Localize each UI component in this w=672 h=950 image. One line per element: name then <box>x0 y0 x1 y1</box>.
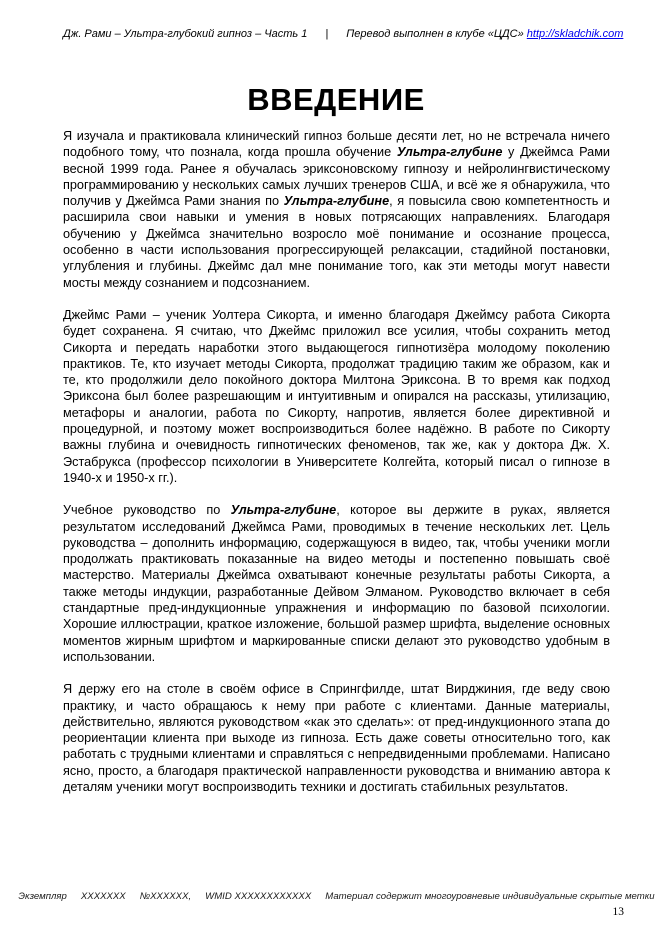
footer-segment: №XXXXXX, <box>139 891 192 902</box>
paragraph-text: Я держу его на столе в своём офисе в Спрингфилде, штат Вирджиния, где веду свою практику, и часто обращаюсь к нему при работе с клиентами. Данные материалы, действительно, являются руководством «как это сделать»: от пред-индукционного этапа до реориентации клиента при выходе из гипноза. Есть даже советы относительно того, как работать с трудными клиентами и справляться с непредвиденными проблемами. Написано ясно, просто, а благодаря практической направленности руководства и вниманию автора к деталям ученики могут воспроизводить техники и достигать стабильных результатов. <box>63 682 610 794</box>
paragraph-text: , я повысила свою компетентность и расширила свои навыки и умения в новых потрясающих направлениях. Благодаря обучению у Джеймса значительно возросло моё понимание и осознание процесса, особенно в части использования прогрессирующей релаксации, стадийной постановки, углубления и глубины. Джеймс дал мне понимание того, как эти методы могут навести мосты между сознанием и подсознанием. <box>63 194 610 290</box>
footer-segment: Материал содержит многоуровневые индивидуальные скрытые метки <box>325 891 655 902</box>
paragraph <box>63 502 610 665</box>
emphasized-term: Ультра-глубине <box>283 194 390 209</box>
paragraph <box>63 681 610 795</box>
paragraph <box>63 307 610 486</box>
paragraph-text: у Джеймса Рами весной 1999 года. Ранее я обучалась эриксоновскому гипнозу и нейролингвистическому программированию у нескольких самых лучших тренеров США, и всё же я обнаружила, что получив у Джеймса Рами знания по <box>63 145 611 209</box>
header-link[interactable]: http://skladchik.com <box>526 28 624 40</box>
paragraph <box>63 128 610 291</box>
header-separator: | <box>325 28 329 40</box>
body-paragraphs <box>63 128 610 811</box>
header-credit: Перевод выполнен в клубе «ЦДС» <box>346 28 524 40</box>
page-header <box>63 28 624 40</box>
paragraph-text: Я изучала и практиковала клинический гипноз больше десяти лет, но не встречала ничего подобного тому, что познала, когда прошла обучение <box>63 129 610 160</box>
paragraph-text: Джеймс Рами – ученик Уолтера Сикорта, и именно благодаря Джеймсу работа Сикорта будет сохранена. Я считаю, что Джеймс приложил все усилия, чтобы сохранить метод Сикорта и передать наработки этого выдающегося гипнотизёра молодому поколению практиков. Те, кто изучает методы Сикорта, продолжат традицию таким же образом, как и те, кто продолжили дело покойного доктора Милтона Эриксона. В то время как подход Эриксона был более разрешающим и интуитивным и опирался на рассказы, утилизацию, метафоры и аналогии, работа по Сикорту, напротив, является более директивной и процедурной, и поэтому может воспроизводиться более надёжно. В работе по Сикорту важны глубина и очевидность гипнотических феноменов, так же, как у доктора Дж. Х. Эстабрукса (профессор психологии в Университете Колгейта, который писал о гипнозе в 1940-х и 1950-х гг.). <box>63 307 610 485</box>
page-title: ВВЕДЕНИЕ <box>247 82 425 117</box>
page-number: 13 <box>612 906 624 918</box>
emphasized-term: Ультра-глубине <box>230 503 337 518</box>
footer-segment: Экземпляр <box>18 891 67 902</box>
footer-segment: XXXXXXX <box>80 891 126 902</box>
paragraph-text: , которое вы держите в руках, является результатом исследований Джеймса Рами, проводимых в течение нескольких лет. Цель руководства – дополнить информацию, содержащуюся в видео, так, чтобы ученики могли продолжать практиковать показанные на видео методы и постепенно повышать своё мастерство. Материалы Джеймса охватывают конечные результаты работы Сикорта, а также методы индукции, разработанные Дейвом Элманом. Руководство включает в себя стандартные пред-индукционные упражнения и информацию по базовой психологии. Хорошие иллюстрации, краткое изложение, большой размер шрифта, выделение основных моментов жирным шрифтом и маркированные списки делают это руководство удобным в использовании. <box>63 503 610 664</box>
header-book-title: Дж. Рами – Ультра-глубокий гипноз – Часть 1 <box>63 28 308 40</box>
emphasized-term: Ультра-глубине <box>396 145 503 160</box>
paragraph-text: Учебное руководство по <box>63 503 231 518</box>
page-footer <box>18 891 655 902</box>
footer-segment: WMID XXXXXXXXXXXX <box>205 891 312 902</box>
